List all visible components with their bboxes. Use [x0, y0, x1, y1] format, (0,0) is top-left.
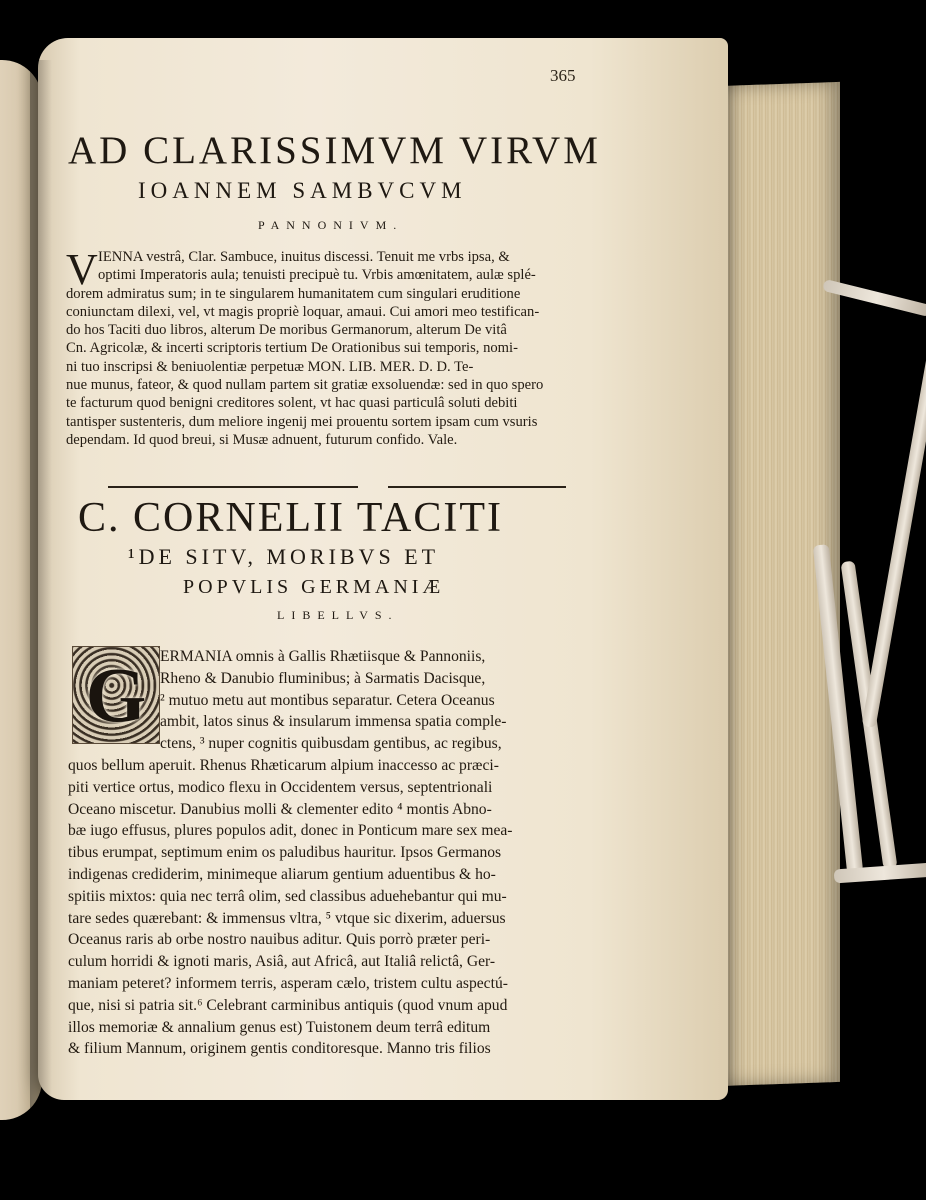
text-line: te facturum quod benigni creditores solent, vt hac quasi particulâ soluti debiti [66, 395, 518, 412]
spine-shadow [30, 60, 52, 1120]
text-line: spitiis mixtos: quia nec terrâ olim, sed classibus aduehebantur qui mu- [68, 887, 507, 905]
text-line: quos bellum aperuit. Rhenus Rhæticarum alpium inaccesso ac præci- [68, 756, 499, 774]
text-line: optimi Imperatoris aula; tenuisti precipuè tu. Vrbis amœnitatem, aulæ splé- [98, 267, 536, 284]
text-line: Oceanus raris ab orbe nostro nauibus aditur. Quis porrò præter peri- [68, 931, 491, 949]
text-line: maniam peteret? informem terris, asperam cælo, tristem cultu aspectú- [68, 974, 508, 992]
dedication-text [66, 245, 578, 449]
text-line: tare sedes quærebant: & immensus vltra, ⁵ vtque sic dixerim, aduersus [68, 909, 506, 927]
text-line: tibus erumpat, septimum enim os paludibus hauritur. Ipsos Germanos [68, 844, 502, 862]
dedication-initial: V [66, 245, 98, 294]
divider-rule [108, 486, 358, 488]
text-line: tantisper sustenteris, dum meliore ingenij mei prouentu sortem ipsam cum vsuris [66, 413, 538, 430]
text-line: ERMANIA omnis à Gallis Rhætiisque & Pannoniis, [160, 648, 486, 665]
text-line: ² mutuo metu aut montibus separatur. Cetera Oceanus [160, 691, 495, 709]
text-line: coniunctam dilexi, vel, vt magis propriè loquar, amaui. Cui amori meo testifican- [66, 303, 540, 320]
body-text [68, 646, 582, 1060]
text-line: dependam. Id quod breui, si Musæ adnuent, futurum confido. Vale. [66, 431, 458, 448]
text-line: Rheno & Danubio fluminibus; à Sarmatis Dacisque, [160, 669, 486, 687]
page-number: 365 [550, 66, 576, 85]
text-line: ni tuo inscripsi & beniuolentiæ perpetuæ MON. LIB. MER. D. D. Te- [66, 358, 474, 375]
text-line: culum horridi & ignoti maris, Asiâ, aut Africâ, aut Italiâ relictâ, Ger- [68, 953, 496, 971]
text-line: que, nisi si patria sit.⁶ Celebrant carminibus antiquis (quod vnum apud [68, 996, 508, 1014]
text-line: IENNA vestrâ, Clar. Sambuce, inuitus discessi. Tenuit me vrbs ipsa, & [98, 249, 510, 265]
dedication-title: AD CLARISSIMVM VIRVM [68, 129, 601, 172]
work-subtitle-3: LIBELLVS. [277, 608, 399, 622]
text-line: bæ iugo effusus, plures populos adit, donec in Ponticum mare sex mea- [68, 822, 513, 840]
decorated-initial-letter: G [85, 651, 147, 738]
text-line: Oceano miscetur. Danubius molli & clementer edito ⁴ montis Abno- [68, 800, 492, 818]
work-title: C. CORNELII TACITI [78, 495, 503, 541]
divider-rule [388, 486, 566, 488]
work-subtitle: ¹DE SITV, MORIBVS ET [128, 544, 440, 569]
text-line: dorem admiratus sum; in te singularem humanitatem cum singulari eruditione [66, 285, 521, 302]
text-line: piti vertice ortus, modico flexu in Occidentem versus, septentrionali [68, 778, 493, 796]
text-line: Cn. Agricolæ, & incerti scriptoris tertium De Orationibus sui temporis, nomi- [66, 340, 518, 357]
text-line: illos memoriæ & annalium genus est) Tuistonem deum terrâ editum [68, 1018, 491, 1036]
text-line: ctens, ³ nuper cognitis quibusdam gentibus, ac regibus, [160, 735, 502, 753]
text-line: nue munus, fateor, & quod nullam partem sit gratiæ exsoluendæ: sed in quo spero [66, 377, 544, 394]
work-subtitle-2: POPVLIS GERMANIÆ [183, 576, 445, 598]
text-line: do hos Taciti duo libros, alterum De moribus Germanorum, alterum De vitâ [66, 322, 507, 339]
dedication-subtitle-small: PANNONIVM. [258, 218, 404, 232]
text-line: & filium Mannum, originem gentis conditoresque. Manno tris filios [68, 1040, 491, 1058]
ribbon-bookmark [862, 312, 926, 728]
text-line: indigenas crediderim, minimeque aliarum gentium aduentibus & ho- [68, 865, 496, 883]
dedication-subtitle: IOANNEM SAMBVCVM [138, 178, 467, 203]
text-line: ambit, latos sinus & insularum immensa spatia comple- [160, 713, 507, 731]
